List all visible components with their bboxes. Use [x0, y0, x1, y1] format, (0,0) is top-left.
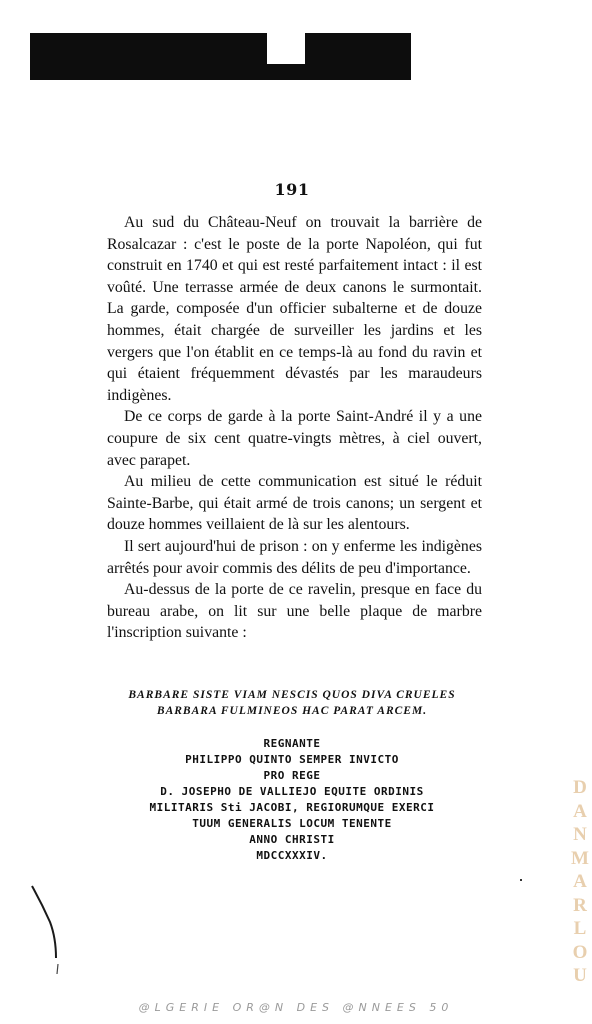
inscription-line: PRO REGE	[263, 769, 321, 782]
inscription-header-line: BARBARE SISTE VIAM NESCIS QUOS DIVA CRUELES	[128, 689, 456, 701]
inscription-line: TUUM GENERALIS LOCUM TENENTE	[192, 817, 392, 830]
paragraph: Il sert aujourd'hui de prison : on y enferme les indigènes arrêtés pour avoir commis des délits de peu d'importance.	[107, 537, 482, 577]
page-number: 191	[274, 180, 310, 199]
paragraph: Au milieu de cette communication est situé le réduit Sainte-Barbe, qui était armé de trois canons; un sergent et douze hommes veillaient de là sur les alentours.	[107, 473, 482, 534]
scan-artifact-mark	[28, 884, 64, 976]
inscription-line: REGNANTE	[263, 737, 321, 750]
side-watermark-letter: R	[573, 894, 587, 916]
footer-watermark: @LGERIE OR@N DES @NNEES 50	[138, 1001, 454, 1014]
body-text	[107, 212, 482, 644]
side-watermark-letter: N	[573, 824, 587, 845]
side-watermark-letter: D	[573, 777, 587, 798]
scan-artifact-dot	[520, 879, 522, 881]
paragraph: Au-dessus de la porte de ce ravelin, presque en face du bureau arabe, on lit sur une belle plaque de marbre l'inscription suivante :	[107, 581, 482, 642]
paragraph: De ce corps de garde à la porte Saint-André il y a une coupure de six cent quatre-vingts mètres, à ciel ouvert, avec parapet.	[107, 408, 482, 469]
inscription-line: D. JOSEPHO DE VALLIEJO EQUITE ORDINIS	[160, 785, 424, 798]
inscription-line: ANNO CHRISTI	[249, 833, 335, 846]
redaction-bar	[30, 33, 411, 80]
inscription-line: MILITARIS Sti JACOBI, REGIORUMQUE EXERCI	[149, 801, 435, 814]
inscription-line: PHILIPPO QUINTO SEMPER INVICTO	[185, 753, 399, 766]
side-watermark	[570, 776, 590, 988]
side-watermark-letter: U	[573, 965, 587, 986]
paragraph: Au sud du Château-Neuf on trouvait la barrière de Rosalcazar : c'est le poste de la porte Napoléon, qui fut construit en 1740 et qui est resté parfaitement intact : il est voûté. Une terrasse armée de deux canons le surmontait. La garde, composée d'un officier subalterne et de douze hommes, était chargée de surveiller les jardins et les vergers que l'on établit en ce temps-là au fond du ravin et qui étaient fréquemment dévastés par les maraudeurs indigènes.	[107, 214, 482, 404]
side-watermark-letter: A	[573, 800, 587, 822]
inscription-header	[0, 687, 584, 719]
inscription	[0, 736, 584, 864]
side-watermark-letter: O	[572, 941, 588, 963]
side-watermark-letter: A	[573, 871, 587, 892]
side-watermark-letter: M	[571, 847, 589, 869]
inscription-header-line: BARBARA FULMINEOS HAC PARAT ARCEM.	[156, 705, 428, 717]
side-watermark-letter: L	[573, 918, 587, 939]
redaction-bar-notch	[267, 33, 305, 64]
inscription-line: MDCCXXXIV.	[256, 849, 328, 862]
